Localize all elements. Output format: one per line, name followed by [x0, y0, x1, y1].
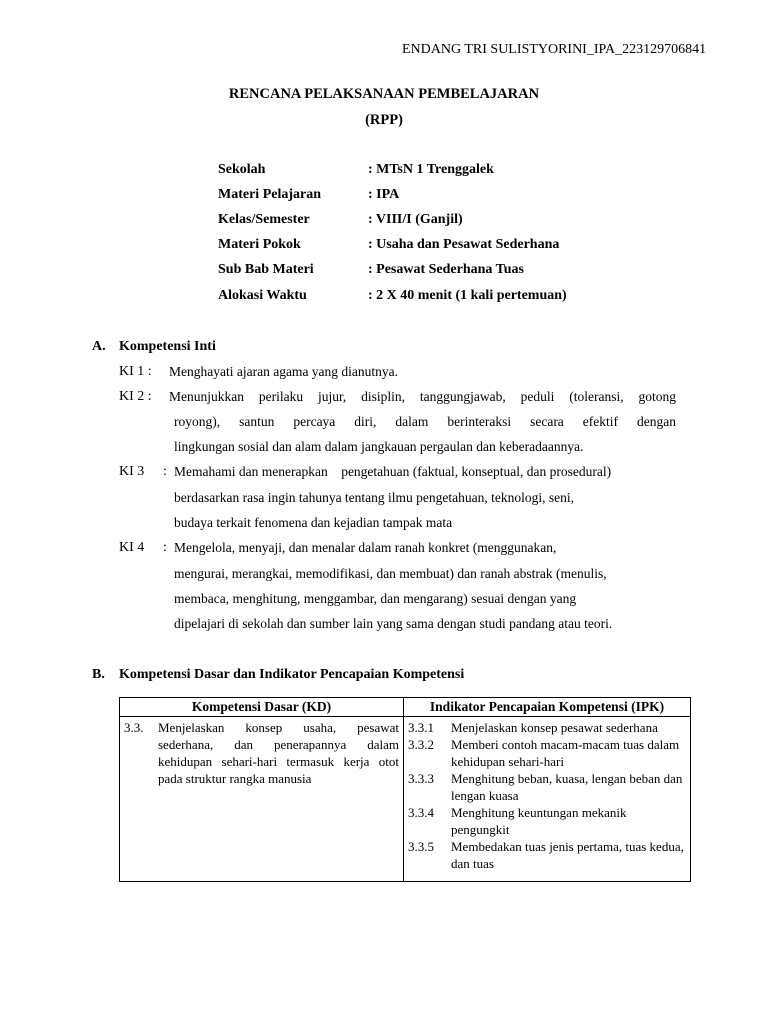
- ki2-label: KI 2 :: [119, 389, 152, 404]
- ki4-label: KI 4: [119, 540, 145, 555]
- ki3-colon: :: [163, 464, 167, 479]
- info-label-subject: Materi Pelajaran: [218, 187, 322, 202]
- ipk-item: [408, 804, 686, 838]
- column-header-kd: Kompetensi Dasar (KD): [120, 698, 404, 717]
- document-title: RENCANA PELAKSANAAN PEMBELAJARAN: [228, 86, 540, 102]
- ipk-text: Menjelaskan konsep pesawat sederhana: [451, 720, 658, 735]
- ki2-line1: Menunjukkan perilaku jujur, disiplin, tanggungjawab, peduli (toleransi, gotong: [169, 389, 676, 404]
- ki1-text: Menghayati ajaran agama yang dianutnya.: [169, 364, 399, 379]
- kd-cell: [120, 717, 404, 882]
- section-b-title: Kompetensi Dasar dan Indikator Pencapaian Kompetensi: [119, 667, 465, 682]
- table-row: [120, 717, 691, 882]
- ipk-number: 3.3.1: [408, 720, 434, 735]
- ki3-line2: berdasarkan rasa ingin tahunya tentang ilmu pengetahuan, teknologi, seni,: [174, 490, 575, 505]
- ki1-label: KI 1 :: [119, 364, 152, 379]
- section-b-letter: B.: [92, 667, 105, 682]
- info-value-time: : 2 X 40 menit (1 kali pertemuan): [368, 288, 567, 303]
- ki4-line1: Mengelola, menyaji, dan menalar dalam ranah konkret (menggunakan,: [174, 540, 557, 555]
- info-value-class: : VIII/I (Ganjil): [368, 212, 463, 227]
- ipk-item: [408, 838, 686, 872]
- info-value-topic: : Usaha dan Pesawat Sederhana: [368, 237, 560, 252]
- kd-number: 3.3.: [124, 720, 144, 735]
- kd-item: [124, 719, 399, 787]
- ki3-label: KI 3: [119, 464, 145, 479]
- ipk-number: 3.3.3: [408, 771, 434, 786]
- ipk-cell: [404, 717, 691, 882]
- info-label-subchapter: Sub Bab Materi: [218, 262, 314, 277]
- ipk-number: 3.3.4: [408, 805, 434, 820]
- info-label-time: Alokasi Waktu: [218, 288, 307, 303]
- ki4-colon: :: [163, 540, 167, 555]
- ipk-item: [408, 770, 686, 804]
- info-value-subject: : IPA: [368, 187, 400, 202]
- ipk-text: Memberi contoh macam-macam tuas dalam kehidupan sehari-hari: [451, 737, 680, 769]
- kd-text: Menjelaskan konsep usaha, pesawat sederhana, dan penerapannya dalam kehidupan sehari-hari termasuk kerja otot pada struktur rangka manusia: [158, 720, 399, 786]
- ki4-line4: dipelajari di sekolah dan sumber lain yang sama dengan studi pandang atau teori.: [174, 616, 613, 631]
- ki3-line1: Memahami dan menerapkan pengetahuan (faktual, konseptual, dan prosedural): [174, 464, 612, 479]
- section-a-title: Kompetensi Inti: [119, 339, 216, 354]
- column-header-ipk: Indikator Pencapaian Kompetensi (IPK): [404, 698, 691, 717]
- document-subtitle-text: (RPP): [365, 112, 403, 128]
- info-value-subchapter: : Pesawat Sederhana Tuas: [368, 262, 524, 277]
- info-value-school: : MTsN 1 Trenggalek: [368, 162, 494, 177]
- info-label-school: Sekolah: [218, 162, 266, 177]
- ki4-line3: membaca, menghitung, menggambar, dan mengarang) sesuai dengan yang: [174, 591, 577, 606]
- ki2-line3: lingkungan sosial dan alam dalam jangkauan pergaulan dan keberadaannya.: [174, 439, 584, 454]
- document-subtitle: [0, 112, 768, 129]
- ki4-line2: mengurai, merangkai, memodifikasi, dan membuat) dan ranah abstrak (menulis,: [174, 566, 607, 581]
- info-label-class: Kelas/Semester: [218, 212, 310, 227]
- table-header-row: [120, 698, 691, 717]
- info-label-topic: Materi Pokok: [218, 237, 301, 252]
- ipk-number: 3.3.5: [408, 839, 434, 854]
- ipk-text: Membedakan tuas jenis pertama, tuas kedua, dan tuas: [451, 839, 684, 871]
- ki2-line2: royong), santun percaya diri, dalam berinteraksi secara efektif dengan: [174, 414, 676, 429]
- ipk-text: Menghitung beban, kuasa, lengan beban dan lengan kuasa: [451, 771, 683, 803]
- document-header: ENDANG TRI SULISTYORINI_IPA_223129706841: [402, 42, 707, 57]
- ipk-text: Menghitung keuntungan mekanik pengungkit: [451, 805, 627, 837]
- ipk-item: [408, 719, 686, 736]
- ki3-line3: budaya terkait fenomena dan kejadian tampak mata: [174, 515, 453, 530]
- ipk-item: [408, 736, 686, 770]
- ipk-number: 3.3.2: [408, 737, 434, 752]
- kd-ipk-table: [119, 697, 691, 882]
- section-a-letter: A.: [92, 339, 106, 354]
